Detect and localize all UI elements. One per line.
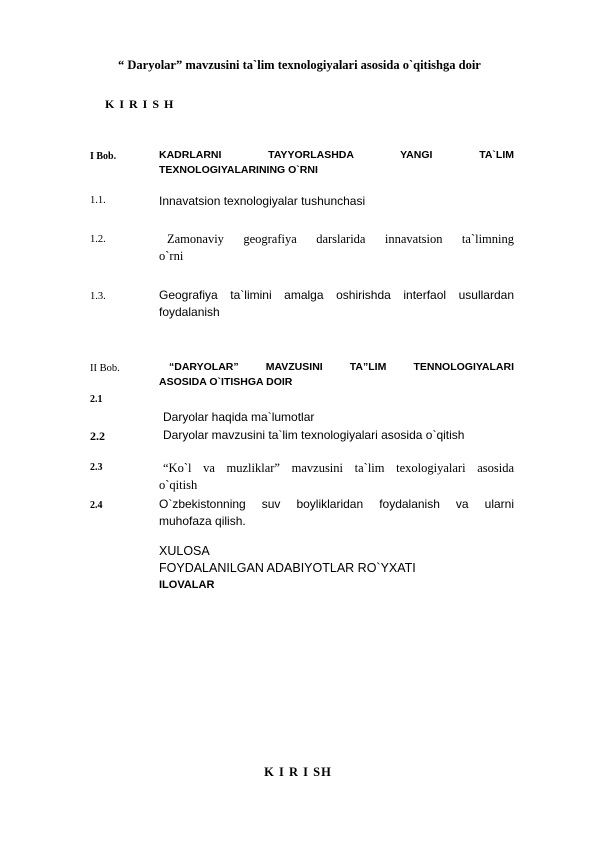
chapter-2-title-line2: ASOSIDA O`ITISHGA DOIR — [159, 376, 293, 388]
section-2-1-number: 2.1 — [90, 394, 103, 405]
document-title: “ Daryolar” mavzusini ta`lim texnologiyalari asosida o`qitishga doir — [118, 58, 481, 72]
section-2-1-title: Daryolar haqida ma`lumotlar — [163, 410, 315, 424]
section-1-3-title — [159, 287, 514, 321]
section-1-2-line2: o`rni — [159, 249, 184, 263]
chapter-1-number: I Bob. — [90, 151, 117, 162]
chapter-2-title-line1: “DARYOLAR” MAVZUSINI TA”LIM TENNOLOGIYALARI — [169, 361, 514, 373]
section-1-3-line1: Geografiya ta`limini amalga oshirishda interfaol usullardan — [159, 288, 514, 302]
section-2-2-title: Daryolar mavzusini ta`lim texnologiyalari asosida o`qitish — [163, 428, 465, 442]
section-1-2-line1: Zamonaviy geografiya darslarida innavatsion ta`limning — [167, 232, 514, 246]
section-1-3-number: 1.3. — [90, 291, 106, 302]
section-2-4-line1: O`zbekistonning suv boyliklaridan foydalanish va ularni — [159, 497, 514, 511]
section-2-3-line1: “Ko`l va muzliklar” mavzusini ta`lim texologiyalari asosida — [163, 461, 514, 475]
closing-entries — [159, 543, 416, 594]
section-2-2-number: 2.2 — [90, 429, 105, 443]
chapter-1-title-line2: TEXNOLOGIYALARINING O`RNI — [159, 164, 318, 176]
section-1-1-number: 1.1. — [90, 195, 106, 206]
section-1-3-line2: foydalanish — [159, 305, 220, 319]
adabiyotlar-entry: FOYDALANILGAN ADABIYOTLAR RO`YXATI — [159, 561, 416, 575]
section-2-4-line2: muhofaza qilish. — [159, 514, 246, 528]
chapter-2-number: II Bob. — [90, 363, 120, 374]
chapter-2-title — [159, 360, 514, 390]
section-2-3-title — [159, 460, 514, 494]
section-2-3-line2: o`qitish — [159, 478, 198, 492]
chapter-1-title — [159, 148, 514, 178]
kirish-heading: K I R I S H — [105, 97, 175, 111]
section-2-3-number: 2.3 — [90, 462, 103, 473]
section-1-2-number: 1.2. — [90, 234, 106, 245]
section-2-4-number: 2.4 — [90, 500, 103, 511]
ilovalar-entry: ILOVALAR — [159, 579, 215, 591]
section-1-1-title: Innavatsion texnologiyalar tushunchasi — [159, 194, 366, 208]
chapter-1-title-line1: KADRLARNI TAYYORLASHDA YANGI TA`LIM — [159, 149, 514, 161]
xulosa-entry: XULOSA — [159, 544, 210, 558]
section-2-4-title — [159, 496, 514, 530]
section-1-2-title — [159, 231, 514, 265]
kirish-section-heading: K I R I SH — [264, 765, 332, 779]
